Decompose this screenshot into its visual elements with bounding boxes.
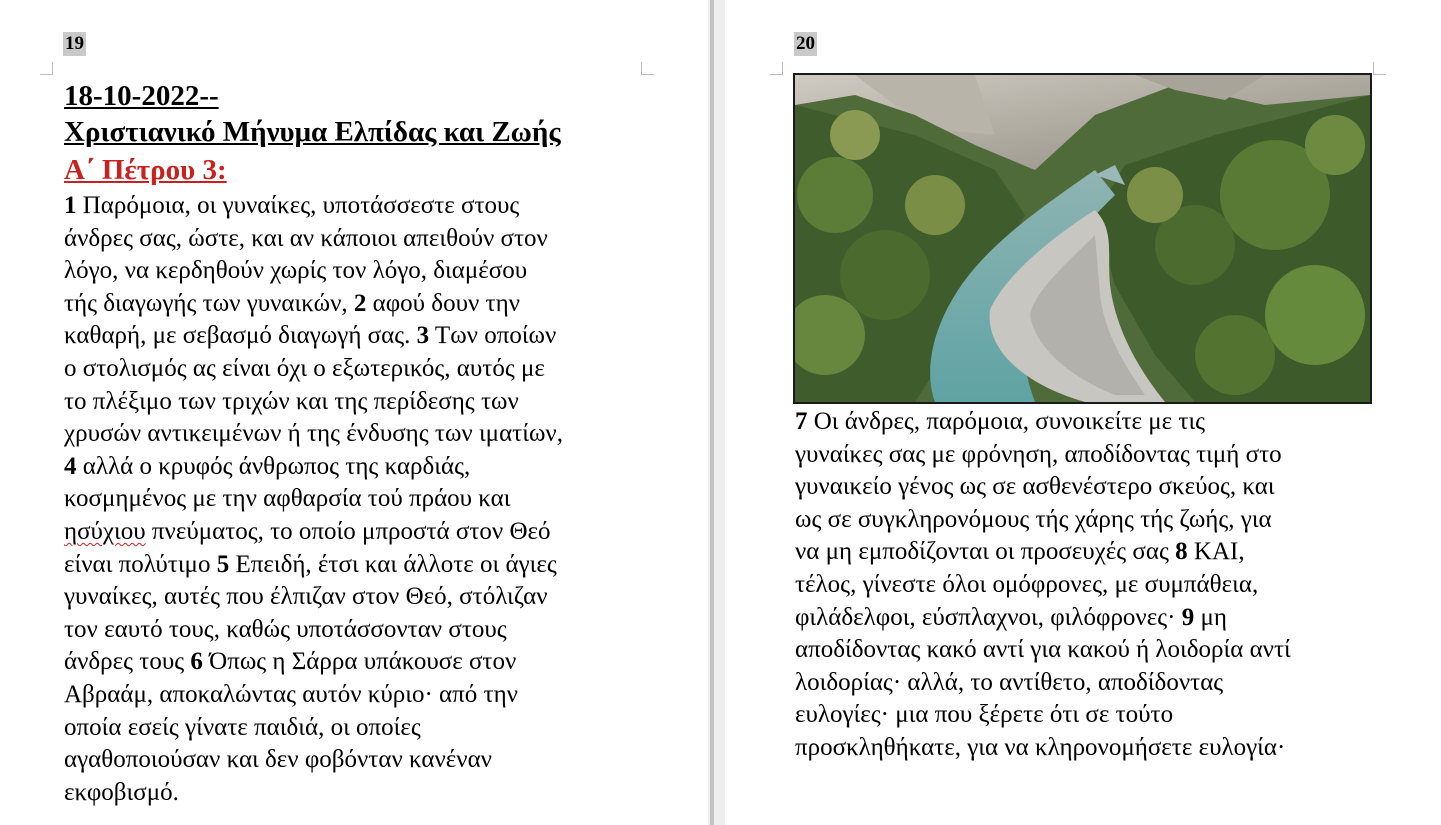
verse-text: Των οποίων (429, 322, 557, 350)
left-page-text[interactable] (64, 78, 563, 809)
text-line (64, 777, 563, 810)
verse-text: ο στολισμός ας είναι όχι ο εξωτερικός, αυτός με (64, 354, 545, 382)
verse-text: καθαρή, με σεβασμό διαγωγή σας. (64, 322, 417, 350)
river-gorge-photo[interactable] (793, 73, 1372, 404)
text-line (795, 634, 1291, 667)
verse-text: κοσμημένος με την αφθαρσία τού πράου και (64, 485, 511, 513)
right-verse-lines (795, 406, 1291, 765)
verse-text: γυναίκες, αυτές που έλπιζαν στον Θεό, στόλιζαν (64, 583, 548, 611)
text-line (795, 504, 1291, 537)
margin-corner-mark (641, 62, 654, 75)
text-line (795, 406, 1291, 439)
verse-text: αγαθοποιούσαν και δεν φοβόνταν κανέναν (64, 746, 492, 774)
verse-text: Επειδή, έτσι και άλλοτε οι άγιες (229, 550, 557, 578)
verse-text: οποία εσείς γίνατε παιδιά, οι οποίες (64, 713, 421, 741)
text-line (64, 646, 563, 679)
verse-text: χρυσών αντικειμένων ή της ένδυσης των ιματίων, (64, 420, 563, 448)
verse-number: 9 (1181, 603, 1195, 631)
text-line (64, 451, 563, 484)
verse-number: 1 (64, 192, 77, 219)
text-line (795, 667, 1291, 700)
margin-corner-mark (40, 62, 53, 75)
text-line (64, 516, 563, 549)
text-line (64, 223, 563, 256)
verse-text: ως σε συγκληρονόμους τής χάρης τής ζωής, για (795, 505, 1272, 533)
verse-text: αλλά ο κρυφός άνθρωπος της καρδιάς, (76, 452, 471, 480)
verse-text: Όπως η Σάρρα υπάκουσε στον (202, 648, 517, 676)
text-line (64, 549, 563, 582)
left-verse-lines (64, 190, 563, 809)
text-line (795, 569, 1291, 602)
verse-text: εκφοβισμό. (64, 778, 179, 806)
verse-text: Οι άνδρες, παρόμοια, συνοικείτε με τις (807, 408, 1206, 435)
text-line (795, 471, 1291, 504)
text-line (64, 744, 563, 777)
text-line (795, 602, 1291, 635)
text-line (64, 320, 563, 353)
margin-corner-mark (1373, 62, 1386, 75)
verse-text: γυναίκες σας με φρόνηση, αποδίδοντας τιμή στο (795, 440, 1282, 468)
document-date: 18-10-2022-- (64, 80, 219, 112)
verse-text: γυναικείο γένος ως σε ασθενέστερο σκεύος, και (795, 473, 1275, 501)
verse-number: 3 (416, 322, 430, 350)
text-line (64, 386, 563, 419)
verse-text: Αβραάμ, αποκαλώντας αυτόν κύριο· από την (64, 680, 518, 708)
text-line (64, 614, 563, 647)
verse-number: 2 (353, 289, 367, 317)
verse-number: 5 (216, 550, 230, 578)
verse-text: τέλος, γίνεστε όλοι ομόφρονες, με συμπάθεια, (795, 570, 1259, 598)
misspelled-word: ησύχιου (64, 517, 146, 545)
verse-text: ΚΑΙ, (1187, 538, 1245, 566)
verse-text: να μη εμποδίζονται οι προσευχές σας (795, 538, 1176, 566)
text-line (64, 581, 563, 614)
right-page-text[interactable] (795, 406, 1291, 765)
page-number-right: 20 (796, 33, 815, 54)
document-title: Χριστιανικό Μήνυμα Ελπίδας και Ζωής (64, 116, 561, 148)
verse-number: 7 (795, 408, 808, 435)
text-line (795, 439, 1291, 472)
verse-text: πνεύματος, το οποίο μπροστά στον Θεό (145, 517, 551, 545)
verse-text: τον εαυτό τους, καθώς υποτάσσονταν στους (64, 615, 507, 643)
page-number-left: 19 (65, 33, 84, 54)
verse-text: Παρόμοια, οι γυναίκες, υποτάσσεστε στους (76, 192, 520, 219)
text-line (795, 536, 1291, 569)
verse-text: αποδίδοντας κακό αντί για κακού ή λοιδορία αντί (795, 636, 1291, 664)
verse-text: άνδρες τους (64, 648, 191, 676)
verse-text: φιλάδελφοι, εύσπλαχνοι, φιλόφρονες· (795, 603, 1182, 631)
text-line (64, 483, 563, 516)
verse-text: αφού δουν την (366, 289, 520, 317)
text-line (64, 418, 563, 451)
text-line (64, 288, 563, 321)
verse-text: μη (1194, 603, 1227, 631)
verse-number: 4 (64, 452, 77, 480)
verse-text: λόγο, να κερδηθούν χωρίς τον λόγο, διαμέσου (64, 257, 528, 285)
text-line (64, 255, 563, 288)
verse-text: προσκληθήκατε, για να κληρονομήσετε ευλογία· (795, 733, 1286, 761)
verse-text: ευλογίες· μια που ξέρετε ότι σε τούτο (795, 701, 1174, 729)
text-line (64, 190, 563, 223)
text-line (795, 699, 1291, 732)
verse-text: είναι πολύτιμο (64, 550, 217, 578)
scripture-reference: Α΄ Πέτρου 3: (64, 154, 227, 186)
margin-corner-mark (770, 62, 783, 75)
text-line (64, 353, 563, 386)
verse-text: άνδρες σας, ώστε, και αν κάποιοι απειθούν στον (64, 224, 548, 252)
verse-text: το πλέξιμο των τριχών και της περίδεσης των (64, 387, 519, 415)
page-divider (710, 0, 714, 825)
verse-number: 6 (190, 648, 203, 676)
text-line (64, 679, 563, 712)
verse-text: λοιδορίας· αλλά, το αντίθετο, αποδίδοντας (795, 668, 1224, 696)
river-gorge-image (795, 75, 1370, 402)
text-line (64, 712, 563, 745)
verse-text: τής διαγωγής των γυναικών, (64, 289, 354, 317)
verse-number: 8 (1175, 538, 1188, 566)
text-line (795, 732, 1291, 765)
